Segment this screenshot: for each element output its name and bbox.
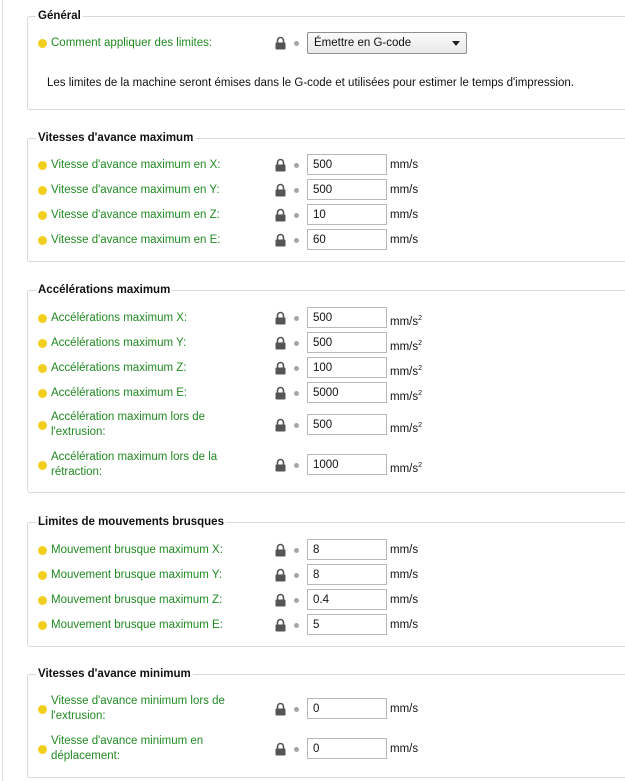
unit-label: mm/s bbox=[390, 544, 419, 556]
jerk-y-input[interactable] bbox=[307, 564, 387, 585]
group-title: Vitesses d'avance minimum bbox=[38, 668, 191, 680]
accel-retraction-label: Accélération maximum lors de la rétraction: bbox=[51, 451, 218, 478]
unit-text: mm/s bbox=[390, 423, 419, 435]
unit-text: mm/s bbox=[390, 316, 419, 328]
status-dot bbox=[38, 364, 47, 373]
limits-select-value: Émettre en G-code bbox=[314, 37, 412, 49]
lock-icon[interactable] bbox=[274, 418, 287, 432]
group-title: Vitesses d'avance maximum bbox=[38, 132, 194, 144]
unit-label: mm/s bbox=[390, 703, 419, 715]
unit-label bbox=[390, 336, 422, 355]
modified-dot bbox=[294, 463, 299, 468]
scroll-edge bbox=[2, 0, 3, 781]
jerk-e-label: Mouvement brusque maximum E: bbox=[51, 619, 223, 631]
unit-exponent: 2 bbox=[418, 462, 423, 469]
lock-icon[interactable] bbox=[274, 158, 287, 172]
accel-e-label: Accélérations maximum E: bbox=[51, 387, 188, 399]
unit-label bbox=[390, 386, 422, 405]
status-dot bbox=[38, 236, 47, 245]
modified-dot bbox=[294, 623, 299, 628]
unit-label: mm/s bbox=[390, 569, 419, 581]
group-title: Limites de mouvements brusques bbox=[38, 516, 224, 528]
modified-dot bbox=[294, 188, 299, 193]
status-dot bbox=[38, 621, 47, 630]
unit-exponent: 2 bbox=[418, 390, 423, 397]
unit-label bbox=[390, 311, 422, 330]
min-feedrate-travel-input[interactable] bbox=[307, 738, 387, 759]
modified-dot bbox=[294, 341, 299, 346]
modified-dot bbox=[294, 707, 299, 712]
lock-icon[interactable] bbox=[274, 336, 287, 350]
status-dot bbox=[38, 705, 47, 714]
feedrate-e-label: Vitesse d'avance maximum en E: bbox=[51, 234, 221, 246]
unit-text: mm/s bbox=[390, 391, 419, 403]
unit-text: mm/s bbox=[390, 463, 419, 475]
feedrate-x-input[interactable] bbox=[307, 154, 387, 175]
accel-e-input[interactable] bbox=[307, 382, 387, 403]
lock-icon[interactable] bbox=[274, 311, 287, 325]
feedrate-z-input[interactable] bbox=[307, 204, 387, 225]
lock-icon[interactable] bbox=[274, 458, 287, 472]
modified-dot bbox=[294, 423, 299, 428]
accel-z-input[interactable] bbox=[307, 357, 387, 378]
modified-dot bbox=[294, 213, 299, 218]
jerk-x-input[interactable] bbox=[307, 539, 387, 560]
modified-dot bbox=[294, 598, 299, 603]
lock-icon[interactable] bbox=[274, 568, 287, 582]
unit-label: mm/s bbox=[390, 594, 419, 606]
jerk-z-label: Mouvement brusque maximum Z: bbox=[51, 594, 223, 606]
min-feedrate-extrusion-input[interactable] bbox=[307, 698, 387, 719]
accel-y-input[interactable] bbox=[307, 332, 387, 353]
status-dot bbox=[38, 39, 47, 48]
lock-icon[interactable] bbox=[274, 183, 287, 197]
group-min-feedrates bbox=[27, 668, 625, 778]
modified-dot bbox=[294, 366, 299, 371]
feedrate-y-input[interactable] bbox=[307, 179, 387, 200]
min-feedrate-travel-label: Vitesse d'avance minimum en déplacement: bbox=[51, 735, 204, 762]
modified-dot bbox=[294, 747, 299, 752]
lock-icon[interactable] bbox=[274, 543, 287, 557]
status-dot bbox=[38, 421, 47, 430]
status-dot bbox=[38, 389, 47, 398]
lock-icon[interactable] bbox=[274, 702, 287, 716]
unit-exponent: 2 bbox=[418, 365, 423, 372]
modified-dot bbox=[294, 41, 299, 46]
limits-label: Comment appliquer des limites: bbox=[51, 37, 213, 49]
unit-text: mm/s bbox=[390, 366, 419, 378]
feedrate-y-label: Vitesse d'avance maximum en Y: bbox=[51, 184, 220, 196]
lock-icon[interactable] bbox=[274, 361, 287, 375]
unit-label: mm/s bbox=[390, 184, 419, 196]
unit-label: mm/s bbox=[390, 209, 419, 221]
modified-dot bbox=[294, 391, 299, 396]
group-max-feedrates bbox=[27, 132, 625, 262]
lock-icon[interactable] bbox=[274, 36, 287, 50]
modified-dot bbox=[294, 163, 299, 168]
group-general bbox=[27, 10, 625, 110]
status-dot bbox=[38, 161, 47, 170]
unit-label: mm/s bbox=[390, 619, 419, 631]
group-jerk bbox=[27, 516, 625, 647]
unit-label bbox=[390, 458, 422, 477]
accel-retraction-input[interactable] bbox=[307, 454, 387, 475]
lock-icon[interactable] bbox=[274, 618, 287, 632]
feedrate-x-label: Vitesse d'avance maximum en X: bbox=[51, 159, 221, 171]
accel-extrusion-label: Accélération maximum lors de l'extrusion: bbox=[51, 411, 206, 438]
unit-label bbox=[390, 418, 422, 437]
group-title: Accélérations maximum bbox=[38, 284, 171, 296]
modified-dot bbox=[294, 238, 299, 243]
chevron-down-icon bbox=[452, 41, 460, 46]
status-dot bbox=[38, 186, 47, 195]
lock-icon[interactable] bbox=[274, 208, 287, 222]
modified-dot bbox=[294, 548, 299, 553]
accel-extrusion-input[interactable] bbox=[307, 414, 387, 435]
group-title: Général bbox=[38, 10, 81, 22]
unit-label: mm/s bbox=[390, 743, 419, 755]
unit-label: mm/s bbox=[390, 159, 419, 171]
feedrate-e-input[interactable] bbox=[307, 229, 387, 250]
accel-y-label: Accélérations maximum Y: bbox=[51, 337, 187, 349]
limits-select[interactable] bbox=[307, 32, 467, 54]
lock-icon[interactable] bbox=[274, 386, 287, 400]
unit-label bbox=[390, 361, 422, 380]
unit-text: mm/s bbox=[390, 341, 419, 353]
jerk-x-label: Mouvement brusque maximum X: bbox=[51, 544, 223, 556]
accel-z-label: Accélérations maximum Z: bbox=[51, 362, 187, 374]
accel-x-input[interactable] bbox=[307, 307, 387, 328]
lock-icon[interactable] bbox=[274, 742, 287, 756]
jerk-z-input[interactable] bbox=[307, 589, 387, 610]
jerk-e-input[interactable] bbox=[307, 614, 387, 635]
status-dot bbox=[38, 211, 47, 220]
status-dot bbox=[38, 571, 47, 580]
lock-icon[interactable] bbox=[274, 233, 287, 247]
unit-exponent: 2 bbox=[418, 315, 423, 322]
status-dot bbox=[38, 546, 47, 555]
limits-description: Les limites de la machine seront émises dans le G-code et utilisées pour estimer le temps d'impression. bbox=[47, 77, 574, 89]
unit-exponent: 2 bbox=[418, 340, 423, 347]
min-feedrate-extrusion-label: Vitesse d'avance minimum lors de l'extrusion: bbox=[51, 695, 225, 722]
status-dot bbox=[38, 745, 47, 754]
unit-label: mm/s bbox=[390, 234, 419, 246]
accel-x-label: Accélérations maximum X: bbox=[51, 312, 188, 324]
group-max-accel bbox=[27, 284, 625, 493]
jerk-y-label: Mouvement brusque maximum Y: bbox=[51, 569, 223, 581]
modified-dot bbox=[294, 573, 299, 578]
status-dot bbox=[38, 314, 47, 323]
lock-icon[interactable] bbox=[274, 593, 287, 607]
feedrate-z-label: Vitesse d'avance maximum en Z: bbox=[51, 209, 220, 221]
status-dot bbox=[38, 596, 47, 605]
modified-dot bbox=[294, 316, 299, 321]
status-dot bbox=[38, 461, 47, 470]
status-dot bbox=[38, 339, 47, 348]
unit-exponent: 2 bbox=[418, 422, 423, 429]
